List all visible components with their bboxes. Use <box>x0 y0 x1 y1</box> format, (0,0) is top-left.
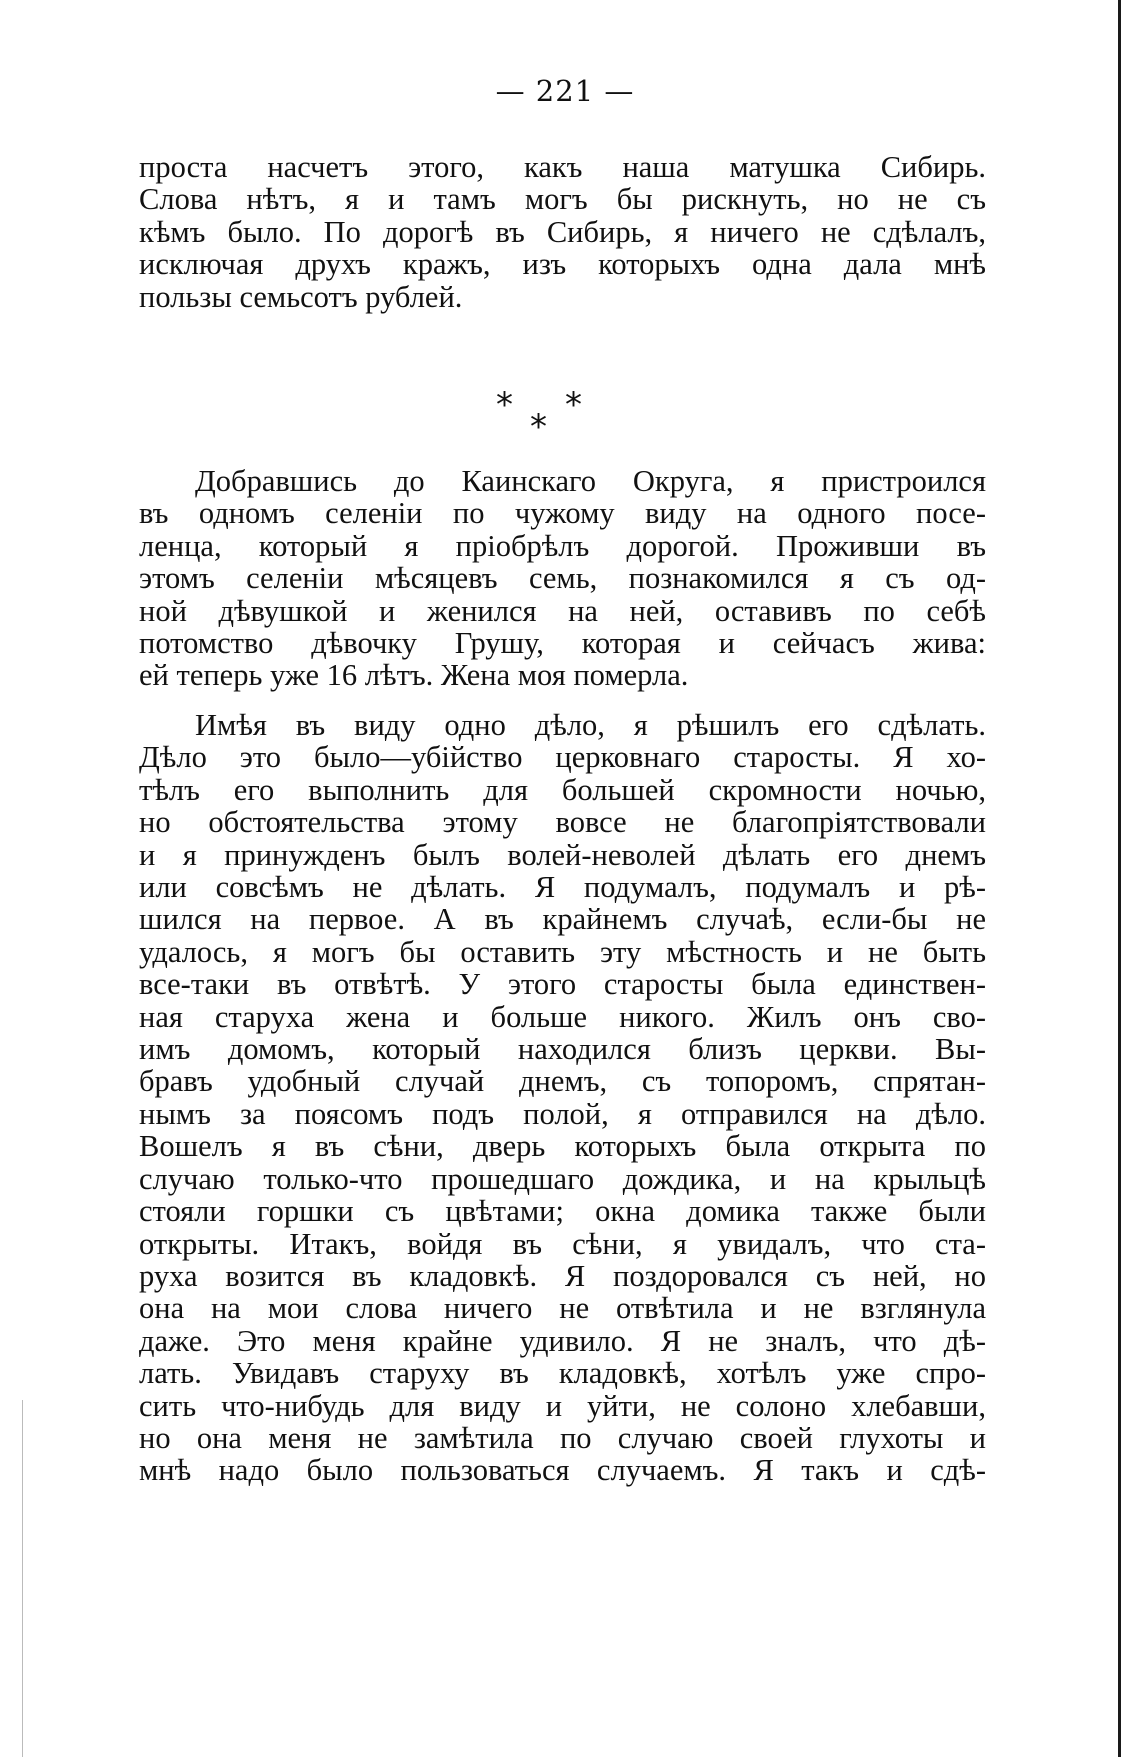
text-line: бравъ удобный случай днемъ, съ топоромъ, спрятан- <box>139 1064 986 1099</box>
text-line: этомъ селеніи мѣсяцевъ семь, познакомился я съ од- <box>139 561 986 596</box>
text-line: и я принужденъ былъ волей-неволей дѣлать его днемъ <box>139 837 986 872</box>
text-line: Слова нѣтъ, я и тамъ могъ бы рискнуть, но не съ <box>139 182 986 217</box>
text-line: исключая друхъ кражъ, изъ которыхъ одна дала мнѣ <box>139 247 986 282</box>
paragraph-1 <box>139 151 986 313</box>
text-line: но обстоятельства этому вовсе не благопріятствовали <box>139 805 986 840</box>
text-line: въ одномъ селеніи по чужому виду на одного посе- <box>139 496 986 531</box>
text-line: случаю только-что прошедшаго дождика, и на крыльцѣ <box>139 1161 986 1196</box>
text-line: Вошелъ я въ сѣни, дверь которыхъ была открыта по <box>139 1129 986 1164</box>
text-line: стояли горшки съ цвѣтами; окна домика также были <box>139 1194 986 1229</box>
text-line: шился на первое. А въ крайнемъ случаѣ, если-бы не <box>139 902 986 937</box>
separator-star: * <box>496 385 513 425</box>
text-line: но она меня не замѣтила по случаю своей глухоты и <box>139 1420 986 1455</box>
text-line: лать. Увидавъ старуху въ кладовкѣ, хотѣлъ уже спро- <box>139 1356 986 1391</box>
text-line: пользы семьсотъ рублей. <box>139 279 463 314</box>
page-number: — 221 — <box>495 74 635 108</box>
text-line: кѣмъ было. По дорогѣ въ Сибирь, я ничего не сдѣлалъ, <box>139 214 986 249</box>
section-separator <box>0 385 1130 445</box>
text-line: она на мои слова ничего не отвѣтила и не взглянула <box>139 1291 986 1326</box>
separator-star: * <box>530 407 547 447</box>
text-line: потомство дѣвочку Грушу, которая и сейчасъ жива: <box>139 626 986 661</box>
text-line: даже. Это меня крайне удивило. Я не зналъ, что дѣ- <box>139 1323 986 1358</box>
text-line: мнѣ надо было пользоваться случаемъ. Я такъ и сдѣ- <box>139 1453 986 1488</box>
text-line: сить что-нибудь для виду и уйти, не солоно хлебавши, <box>139 1388 986 1423</box>
separator-star: * <box>565 385 582 425</box>
text-line: открыты. Итакъ, войдя въ сѣни, я увидалъ, что ста- <box>139 1226 986 1261</box>
text-line: ной дѣвушкой и женился на ней, оставивъ по себѣ <box>139 593 986 628</box>
text-line: имъ домомъ, который находился близъ церкви. Вы- <box>139 1032 986 1067</box>
text-line: тѣлъ его выполнить для большей скромности ночью, <box>139 772 986 807</box>
text-line: или совсѣмъ не дѣлать. Я подумалъ, подумалъ и рѣ- <box>139 870 986 905</box>
text-line: ная старуха жена и больше никого. Жилъ онъ сво- <box>139 999 986 1034</box>
text-line: Имѣя въ виду одно дѣло, я рѣшилъ его сдѣлать. <box>195 708 986 742</box>
page-edge-line <box>1118 0 1121 1757</box>
text-line: все-таки въ отвѣтѣ. У этого старосты была единствен- <box>139 967 986 1002</box>
paragraph-2 <box>139 465 986 692</box>
text-line: ей теперь уже 16 лѣтъ. Жена моя померла. <box>139 658 689 693</box>
text-line: Добравшись до Каинскаго Округа, я пристроился <box>195 464 986 498</box>
text-line: проста насчетъ этого, какъ наша матушка Сибирь. <box>139 150 986 184</box>
paragraph-3 <box>139 709 986 1487</box>
text-line: руха возится въ кладовкѣ. Я поздоровался съ ней, но <box>139 1258 986 1293</box>
text-line: ленца, который я пріобрѣлъ дорогой. Проживши въ <box>139 528 986 563</box>
margin-scan-line <box>22 1400 23 1757</box>
text-line: нымъ за поясомъ подъ полой, я отправился на дѣло. <box>139 1096 986 1131</box>
text-line: удалось, я могъ бы оставить эту мѣстность и не быть <box>139 934 986 969</box>
text-line: Дѣло это было—убійство церковнаго старосты. Я хо- <box>139 740 986 775</box>
